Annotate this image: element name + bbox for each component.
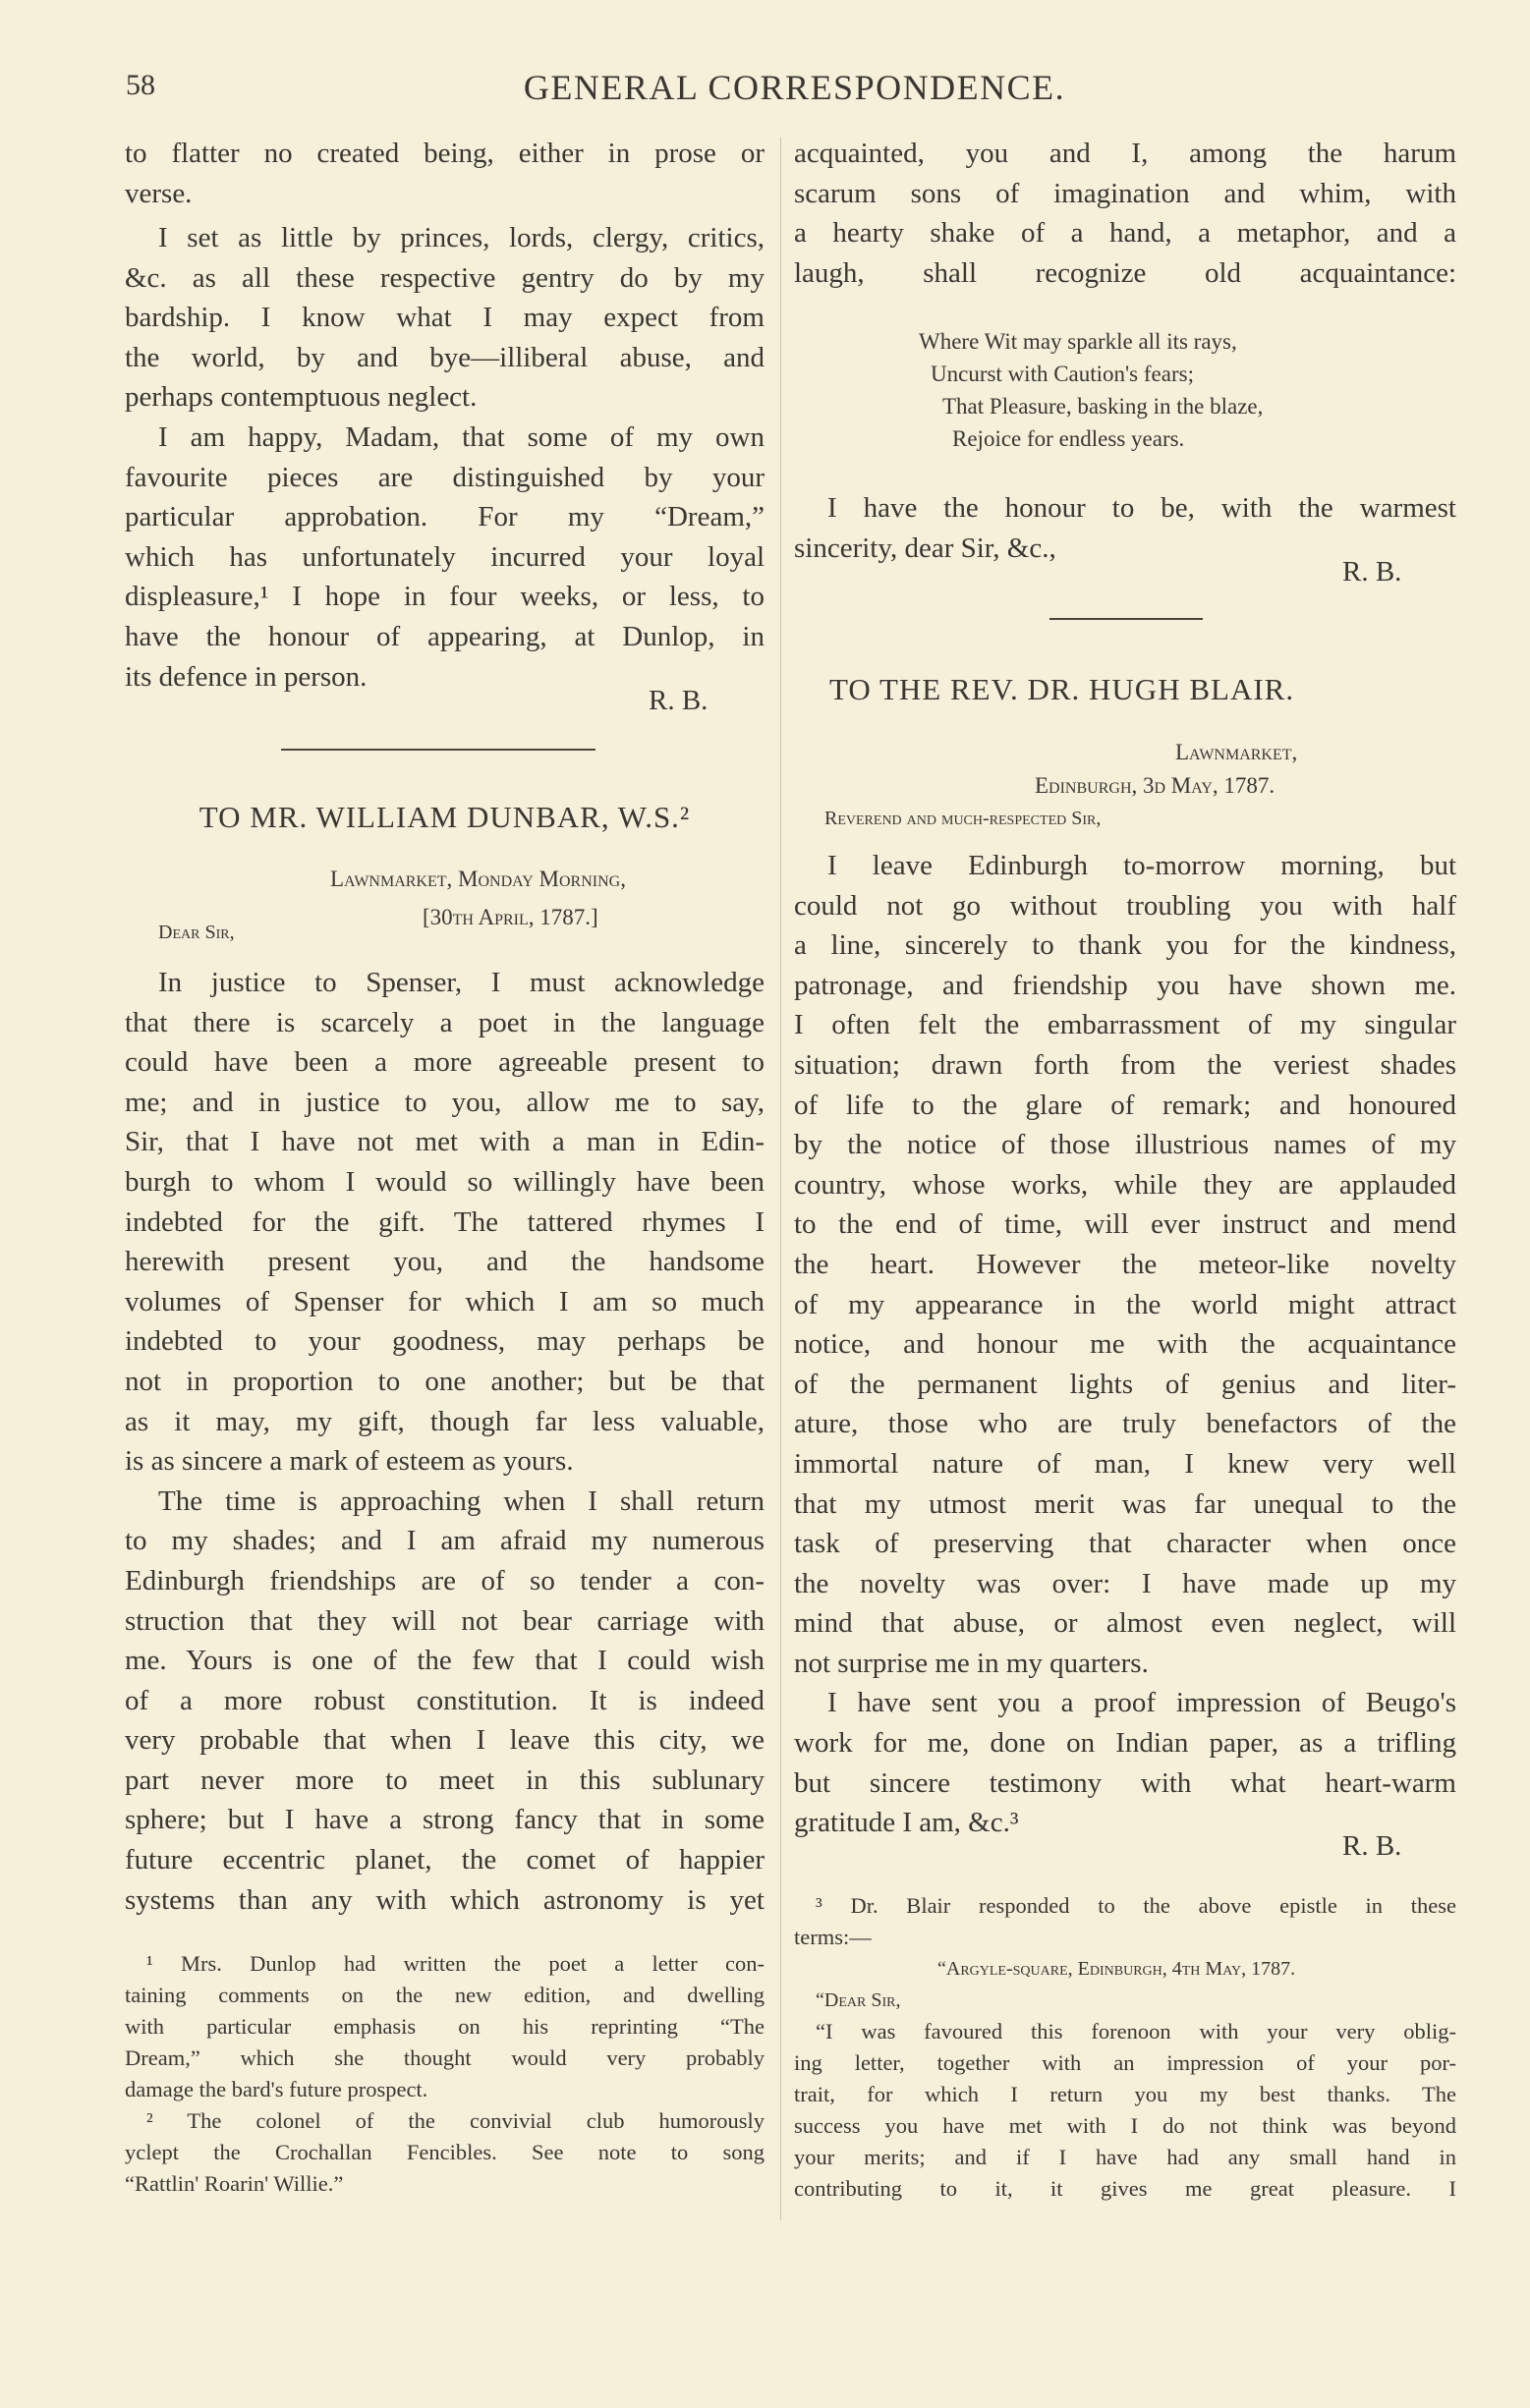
text-line: burgh to whom I would so willingly have been [125,1165,765,1198]
salutation: Reverend and much-respected Sir, [824,808,1102,829]
text-line: scarum sons of imagination and whim, with [794,177,1456,209]
text-line: of a more robust constitution. It is indeed [125,1684,765,1716]
text-line: as it may, my gift, though far less valuable, [125,1405,765,1437]
text-line: I leave Edinburgh to-morrow morning, but [827,850,1456,881]
text-line: with particular emphasis on his reprinting “The [125,2014,765,2039]
text-line: favourite pieces are distinguished by your [125,461,765,493]
text-line: yclept the Crochallan Fencibles. See note to song [125,2140,765,2164]
letter-body [125,963,765,1920]
text-line: “I was favoured this forenoon with your very oblig- [816,2019,1456,2044]
running-title: GENERAL CORRESPONDENCE. [523,68,1066,107]
text-line: is as sincere a mark of esteem as yours. [125,1445,574,1478]
text-line: Sir, that I have not met with a man in Edin- [125,1126,765,1158]
left-paragraphs [125,218,765,697]
left-intro-text [125,134,765,213]
text-line: terms:— [794,1925,872,1949]
text-line: success you have met with I do not think was beyond [794,2113,1456,2138]
text-line: very probable that when I leave this city, we [125,1724,765,1757]
text-line: to the end of time, will ever instruct and mend [794,1208,1456,1241]
text-line: the world, by and bye—illiberal abuse, and [125,341,765,373]
text-line: country, whose works, while they are applauded [794,1168,1456,1201]
text-line: damage the bard's future prospect. [125,2077,428,2101]
text-line: trait, for which I return you my best thanks. The [794,2082,1456,2106]
text-line: task of preserving that character when once [794,1528,1456,1560]
text-line: notice, and honour me with the acquaintance [794,1328,1456,1361]
text-line: work for me, done on Indian paper, as a trifling [794,1727,1456,1760]
text-line: its defence in person. [125,660,368,693]
text-line: herewith present you, and the handsome [125,1246,765,1278]
place: Lawnmarket, [1175,740,1298,764]
text-line: could not go without troubling you with half [794,889,1456,922]
text-line: me; and in justice to you, allow me to say, [125,1086,765,1118]
footnotes [125,1948,765,2200]
place-date-bracket: [30th April, 1787.] [423,905,598,929]
right-intro-text [794,134,1456,293]
text-line: of the permanent lights of genius and liter- [794,1368,1456,1400]
text-line: part never more to meet in this sublunary [125,1764,765,1796]
section-rule [1049,618,1203,620]
text-line: Edinburgh friendships are of so tender a con- [125,1564,765,1596]
text-line: ing letter, together with an impression of your por- [794,2050,1456,2075]
page-number: 58 [126,69,155,101]
signature: R. B. [649,685,708,716]
text-line: The time is approaching when I shall return [158,1484,765,1517]
text-line: acquainted, you and I, among the harum [794,138,1456,169]
text-line: I am happy, Madam, that some of my own [158,420,765,453]
text-line: that there is scarcely a poet in the language [125,1006,765,1038]
poem-stanza [919,325,1263,455]
text-line: ature, those who are truly benefactors of the [794,1408,1456,1440]
text-line: systems than any with which astronomy is yet [125,1883,765,1916]
text-line: not in proportion to one another; but be that [125,1365,765,1397]
text-line: that my utmost merit was far unequal to the [794,1487,1456,1520]
text-line: taining comments on the new edition, and dwelling [125,1983,765,2007]
text-line: ² The colonel of the convivial club humorously [146,2108,765,2133]
salutation: Dear Sir, [158,922,235,943]
text-line: sphere; but I have a strong fancy that in some [125,1804,765,1836]
text-line: could have been a more agreeable present to [125,1046,765,1079]
poem-line: Uncurst with Caution's fears; [931,362,1194,386]
text-line: bardship. I know what I may expect from [125,302,765,334]
text-line: particular approbation. For my “Dream,” [125,501,765,533]
section-rule [281,749,595,751]
text-line: mind that abuse, or almost even neglect, will [794,1607,1456,1640]
text-line: struction that they will not bear carriage with [125,1604,765,1637]
text-line: indebted to your goodness, may perhaps be [125,1325,765,1358]
text-line: contributing to it, it gives me great pleasure. I [794,2176,1456,2201]
text-line: indebted for the gift. The tattered rhymes I [125,1205,765,1238]
text-line: Dream,” which she thought would very probably [125,2045,765,2070]
text-line: which has unfortunately incurred your loyal [125,540,765,573]
text-line: future eccentric planet, the comet of happier [125,1844,765,1876]
text-line: by the notice of those illustrious names of my [794,1129,1456,1161]
text-line: of my appearance in the world might attract [794,1288,1456,1320]
footnote-body [794,2016,1456,2205]
text-line: laugh, shall recognize old acquaintance: [794,256,1456,289]
text-line: I have sent you a proof impression of Beugo's [827,1687,1456,1719]
footnote-place: “Argyle-square, Edinburgh, 4th May, 1787. [937,1958,1296,1980]
text-line: a line, sincerely to thank you for the kindness, [794,929,1456,962]
text-line: volumes of Spenser for which I am so much [125,1285,765,1317]
text-line: the heart. However the meteor-like novelty [794,1248,1456,1280]
text-line: sincerity, dear Sir, &c., [794,532,1056,564]
text-line: I often felt the embarrassment of my singular [794,1009,1456,1041]
text-line: immortal nature of man, I knew very well [794,1447,1456,1480]
text-line: displeasure,¹ I hope in four weeks, or less, to [125,581,765,613]
poem-line: Where Wit may sparkle all its rays, [919,329,1237,354]
poem-line: Rejoice for endless years. [952,426,1185,451]
place-date: Edinburgh, 3d May, 1787. [1035,773,1275,798]
text-line: &c. as all these respective gentry do by my [125,261,765,294]
text-line: gratitude I am, &c.³ [794,1807,1019,1839]
text-line: me. Yours is one of the few that I could wish [125,1645,765,1677]
footnote-salutation: “Dear Sir, [816,1989,901,2011]
letter-heading: TO THE REV. DR. HUGH BLAIR. [829,672,1295,706]
poem-line: That Pleasure, basking in the blaze, [942,394,1264,419]
text-line: ¹ Mrs. Dunlop had written the poet a letter con- [146,1951,765,1976]
text-line: “Rattlin' Roarin' Willie.” [125,2171,344,2196]
text-line: In justice to Spenser, I must acknowledge [158,967,765,998]
text-line: ³ Dr. Blair responded to the above epistle in these [816,1893,1456,1918]
text-line: your merits; and if I have had any small hand in [794,2145,1456,2169]
footnote-intro [794,1890,1456,1953]
text-line: not surprise me in my quarters. [794,1647,1149,1679]
place-date: Lawnmarket, Monday Morning, [330,867,626,891]
text-line: of life to the glare of remark; and honoured [794,1089,1456,1121]
signature: R. B. [1342,1830,1402,1862]
column-divider [780,138,781,2220]
text-line: I set as little by princes, lords, clergy, critics, [158,222,765,253]
letter-heading: TO MR. WILLIAM DUNBAR, W.S.² [198,800,691,834]
letter-body [794,846,1456,1843]
text-line: verse. [125,177,193,209]
text-line: to my shades; and I am afraid my numerous [125,1525,765,1557]
text-line: perhaps contemptuous neglect. [125,381,478,414]
text-line: to flatter no created being, either in prose or [125,138,765,169]
text-line: have the honour of appearing, at Dunlop, in [125,620,765,652]
text-line: a hearty shake of a hand, a metaphor, and a [794,217,1456,250]
signature: R. B. [1342,556,1402,588]
text-line: the novelty was over: I have made up my [794,1567,1456,1599]
text-line: but sincere testimony with what heart-warm [794,1766,1456,1799]
text-line: patronage, and friendship you have shown me. [794,969,1456,1001]
text-line: I have the honour to be, with the warmest [827,492,1456,524]
text-line: situation; drawn forth from the veriest shades [794,1048,1456,1081]
